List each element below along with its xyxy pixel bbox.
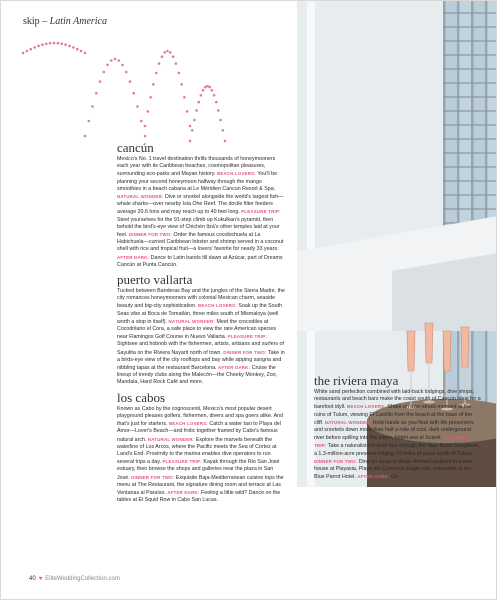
text: Order the famous cocobichuela at La Habichuela—curried Caribbean lobster and shrimp served in a coconut shell with rice and tropical fruit—a lovers' favorite for nearly 33 years. — [117, 232, 284, 253]
decorative-dot — [189, 125, 192, 128]
decorative-dot — [163, 51, 166, 54]
tag-dinner-for-two: DINNER FOR TWO: — [314, 458, 358, 464]
decorative-dot — [166, 50, 169, 53]
page-number: 40 — [29, 576, 36, 582]
decorative-dot — [103, 71, 106, 74]
decorative-dot — [37, 45, 40, 48]
decorative-dot — [136, 105, 139, 108]
heart-icon: ♥ — [38, 576, 43, 582]
section-header — [23, 16, 107, 27]
tag-pleasure-trip: PLEASURE TRIP: — [162, 459, 202, 465]
decorative-dot — [198, 101, 201, 104]
text: Dive or snorkel alongside the world's largest fish—whale sharks—over nearby Isla Ohe Reef. The docile filter feeders average 20.6 tons and may reach up to 40 feet long. — [117, 194, 284, 216]
text: You'll be planning your second honeymoon halfway through the mango smoothies in a beach cabana at Le Méridien Cancun Resort & Spa. — [117, 171, 278, 192]
decorative-dot — [53, 42, 56, 45]
decorative-dot — [215, 101, 218, 104]
decorative-dot — [208, 86, 211, 89]
decorative-dot — [149, 96, 152, 99]
text: Steel yourselves for the 91-step climb up Kukulkan's pyramid, then behold the bird's-eye view of Chichén Itzá's other temples laid at your feet. — [117, 216, 280, 239]
decorative-dot — [68, 45, 71, 48]
tag-beach-lovers: BEACH LOVERS: — [217, 171, 256, 177]
decorative-dot — [41, 43, 44, 46]
tag-pleasure-trip: PLEASURE TRIP: — [241, 209, 281, 215]
decorative-dot — [161, 55, 164, 58]
text: Mexico's No. 1 travel destination thrills thousands of honeymooners each year with its Caribbean beaches, cosmopolitan pleasures, surrounding eco-parks and Mayan history. — [117, 156, 276, 178]
decorative-dot — [178, 72, 181, 75]
text: Take in a birds-eye view of the city rooftops and bay while sipping sangria and nibbling tapas at the restaurant Barcelona. — [117, 349, 285, 372]
tag-natural-wonder: NATURAL WONDER: — [147, 436, 195, 442]
column-right — [314, 374, 482, 485]
text: Sightsee and hobnob with the fishermen, artists, artisans and surfers of Sayulita on the Riviera Nayarit north of town. — [117, 341, 284, 356]
text: Meet the crocodiles at Cocodrilario el Cora, a safe place to view the rare American species near Flamingos Golf Course in Nuevo Vallarta. — [117, 318, 276, 341]
text: Explore the marvels beneath the waterline of Los Arcos, where the Pacific meets the Sea of Cortez at Land's End. Proximity to the marina enables dive operators to run several trips a day. — [117, 436, 277, 466]
heading-cancun: cancún — [117, 140, 154, 155]
tag-beach-lovers: BEACH LOVERS: — [197, 303, 237, 309]
column-left — [117, 141, 287, 508]
text: Tucked between Banderas Bay and the jungles of the Sierra Madre, the city romances honeymooners with colonial Mexican charm, seaside beauty and big-city sophistication. — [117, 288, 285, 310]
decorative-dot — [91, 105, 94, 108]
decorative-dot — [118, 59, 121, 62]
decorative-dot — [200, 94, 203, 97]
decorative-dot — [158, 62, 161, 65]
text: Go — [389, 474, 399, 481]
los-cabos-body-start — [117, 406, 287, 505]
text: Share an awe-struck moment at the ruins of Tulum, viewing El Castillo from the beach at the base of the cliff. — [314, 404, 473, 426]
decorative-dot — [144, 135, 147, 138]
heading-puerto-vallarta: puerto vallarta — [117, 272, 193, 288]
decorative-dot — [144, 125, 147, 128]
tag-natural-wonder: NATURAL WONDER: — [117, 194, 164, 200]
tag-pleasure-trip: PLEASURE TRIP: — [227, 334, 268, 340]
decorative-dot — [84, 135, 87, 138]
decorative-dot — [26, 50, 29, 53]
decorative-dot — [76, 48, 79, 51]
tag-dinner-for-two: DINNER FOR TWO: — [128, 232, 173, 238]
decorative-dot — [33, 46, 36, 49]
tag-after-dark: AFTER DARK: — [357, 474, 390, 480]
tag-natural-wonder: NATURAL WONDER: — [324, 419, 372, 425]
decorative-dot — [125, 71, 128, 74]
tag-beach-lovers: BEACH LOVERS: — [346, 404, 386, 410]
tag-pleasure-trip: PLEASURE TRIP: — [314, 435, 470, 449]
text: Feeling a little wild? Dance on the tables at El Squid Row in Cabo San Lucas. — [117, 489, 281, 504]
text: Exquisite Baja-Mediterranean cuisine tops the menu at The Restaurant, the signature dining room and terrace at Las Ventanas al Paraíso. — [117, 474, 284, 496]
decorative-dot — [72, 46, 75, 49]
decorative-dot — [193, 119, 196, 122]
decorative-dot — [204, 86, 207, 89]
decorative-dot — [121, 64, 124, 67]
subsection-label: Latin America — [49, 16, 107, 27]
tag-after-dark: AFTER DARK: — [167, 489, 200, 495]
header-dash: – — [39, 16, 50, 27]
decorative-dot — [219, 119, 222, 122]
text: Soak up the South Seas vibe at Boca de Tomatlán, three miles south of Mismaloya (well worth a stop in itself). — [117, 303, 282, 325]
text: Hold hands as you float with life preservers and snorkels down more than half a mile of cool, dark underground river before spilling into the warm, bright sea at Xcaret. — [314, 419, 474, 442]
heading-riviera-maya: the riviera maya — [314, 373, 399, 388]
tag-natural-wonder: NATURAL WONDER: — [168, 318, 216, 324]
decorative-dot — [172, 55, 175, 58]
section-label: skip — [23, 16, 40, 27]
page-footer — [29, 576, 120, 582]
decorative-dot — [180, 83, 183, 86]
decorative-dot — [84, 52, 87, 55]
text: Cruise the lineup of trendy clubs along the Malecón—the Cheeky Monkey, Zoo, Mandala, Hard Rock Café and more. — [117, 365, 278, 386]
decorative-dot — [129, 80, 132, 83]
decorative-dot — [152, 83, 155, 86]
decorative-dot — [95, 92, 98, 95]
tag-after-dark: AFTER DARK: — [218, 365, 251, 371]
decorative-dot — [57, 42, 60, 45]
decorative-dot — [213, 94, 216, 97]
decorative-dot — [206, 85, 209, 88]
decorative-dot — [22, 52, 25, 55]
decorative-dot — [175, 62, 178, 65]
puerto-vallarta-body — [117, 288, 287, 387]
text: Dine on steak or Asian-themed seafood in a tree house at Playasia, Playa del Carmen's jungle-chic restaurant at the Blue Parrot Hotel. — [314, 458, 473, 481]
tag-beach-lovers: BEACH LOVERS: — [168, 421, 208, 427]
decorative-dotted-arcs — [15, 31, 230, 146]
tag-dinner-for-two: DINNER FOR TWO: — [223, 349, 267, 355]
tag-dinner-for-two: DINNER FOR TWO: — [131, 474, 175, 480]
decorative-dot — [114, 58, 117, 61]
decorative-dot — [30, 48, 33, 51]
decorative-dot — [222, 129, 225, 132]
decorative-dot — [191, 129, 194, 132]
decorative-dot — [169, 51, 172, 54]
heading-los-cabos: los cabos — [117, 389, 166, 405]
text: Kayak through the Rio San José estuary, then browse the shops and galleries near the plaza in San José. — [117, 459, 280, 481]
decorative-dot — [49, 42, 52, 45]
decorative-dot — [80, 50, 83, 53]
text: White sand perfection combined with laid-back lodgings, dive shops, restaurants and beach bars make the coast south of Cancún ideal for a barefoot idyll. — [314, 389, 481, 411]
decorative-dot — [202, 89, 205, 92]
decorative-dot — [64, 43, 67, 46]
decorative-dot — [195, 109, 198, 112]
decorative-dot — [106, 64, 109, 67]
decorative-dot — [155, 72, 158, 75]
text: Take a naturalist-led boat tour through the Sian Ka'an Biosphere, a 1.3-million-acre preserve edging 70 miles of coast south of Tulum. — [314, 443, 480, 457]
decorative-dot — [211, 89, 214, 92]
text: Catch a water taxi to Playa del Amor—Lover's Beach—and frolic together framed by Cabo's famous natural arch. — [117, 421, 281, 443]
decorative-dot — [183, 96, 186, 99]
decorative-dot — [61, 43, 64, 46]
decorative-dot — [88, 120, 91, 123]
footer-site: EliteWeddingCollection.com — [45, 576, 120, 582]
decorative-dot — [99, 80, 102, 83]
decorative-dot — [133, 92, 136, 95]
text: Dance to Latin bands till dawn at Azúcar, part of Dreams Cancún at Punta Cancún. — [117, 254, 283, 268]
decorative-dot — [186, 110, 189, 113]
text: Known as Cabo by the cognoscenti, Mexico's most popular desert playground pleases golfers, fishermen, divers and spa goers alike. And that's just for starters. — [117, 405, 284, 428]
cancun-body — [117, 156, 287, 269]
decorative-dot — [45, 43, 48, 46]
riviera-maya-body — [314, 389, 482, 481]
decorative-dot — [147, 110, 150, 113]
decorative-dot — [140, 120, 143, 123]
decorative-dot — [217, 109, 220, 112]
tag-after-dark: AFTER DARK: — [117, 254, 150, 260]
decorative-dot — [110, 59, 113, 62]
